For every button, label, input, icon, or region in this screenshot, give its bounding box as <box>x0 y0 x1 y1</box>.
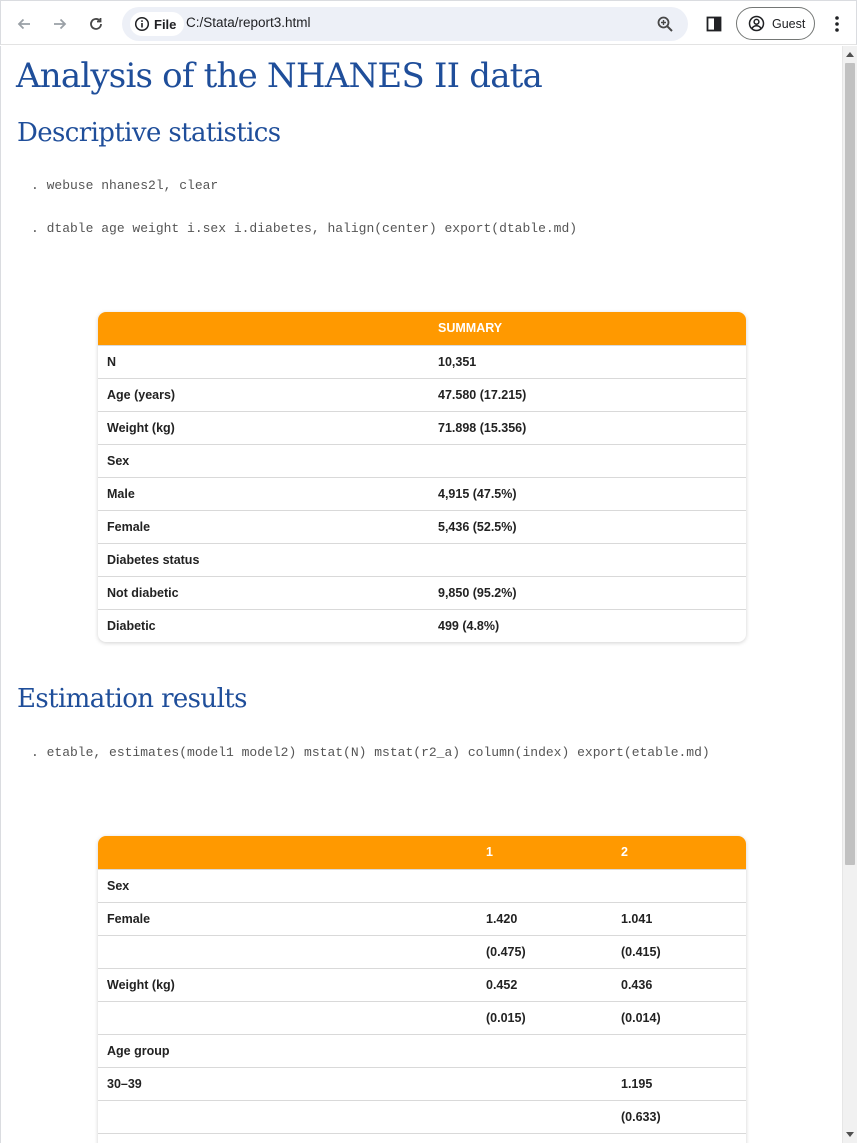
browser-menu-button[interactable] <box>825 11 849 37</box>
row-label: Age group <box>107 1044 170 1058</box>
row-value: 47.580 (17.215) <box>438 388 527 402</box>
row-label: Female <box>107 912 151 926</box>
row-label: Male <box>107 487 135 501</box>
address-bar[interactable] <box>122 7 688 41</box>
row-label: Diabetes status <box>107 553 200 567</box>
model2-cell: (0.415) <box>621 945 661 959</box>
scrollbar-thumb[interactable] <box>845 63 855 865</box>
profile-label: Guest <box>772 16 806 31</box>
table-row <box>98 543 746 576</box>
table-row <box>98 1067 746 1100</box>
row-label: N <box>107 355 117 369</box>
estimation-col1-header: 1 <box>486 845 493 859</box>
model2-cell: (0.633) <box>621 1110 661 1124</box>
estimation-table <box>98 836 746 1143</box>
row-label: Not diabetic <box>107 586 179 600</box>
summary-table <box>98 312 746 642</box>
table-row <box>98 902 746 935</box>
command-webuse: . webuse nhanes2l, clear <box>31 178 219 193</box>
model1-cell: (0.475) <box>486 945 526 959</box>
model1-cell: 1.420 <box>486 912 518 926</box>
side-panel-icon <box>706 16 722 32</box>
page-viewport <box>0 46 842 1143</box>
forward-arrow-icon <box>51 15 69 33</box>
model1-cell: (0.015) <box>486 1011 526 1025</box>
table-row <box>98 411 746 444</box>
row-label: Sex <box>107 454 130 468</box>
scroll-up-arrow-icon[interactable] <box>846 52 854 57</box>
summary-table-header <box>98 312 746 345</box>
command-etable: . etable, estimates(model1 model2) mstat(N) mstat(r2_a) column(index) export(etable.md) <box>31 745 710 760</box>
table-row <box>98 345 746 378</box>
browser-toolbar <box>0 0 857 45</box>
row-label: Diabetic <box>107 619 156 633</box>
table-row <box>98 1133 746 1143</box>
back-button[interactable] <box>11 11 37 37</box>
table-row <box>98 1034 746 1067</box>
page-title: Analysis of the NHANES II data <box>16 56 542 96</box>
table-row <box>98 869 746 902</box>
row-value: 10,351 <box>438 355 477 369</box>
table-row <box>98 477 746 510</box>
table-row <box>98 378 746 411</box>
summary-header-label: SUMMARY <box>438 321 503 335</box>
table-row <box>98 609 746 642</box>
table-row <box>98 935 746 968</box>
row-value: 499 (4.8%) <box>438 619 500 633</box>
row-value: 4,915 (47.5%) <box>438 487 517 501</box>
table-row <box>98 1001 746 1034</box>
table-row <box>98 576 746 609</box>
row-label: Weight (kg) <box>107 421 175 435</box>
table-row <box>98 510 746 543</box>
row-label: Female <box>107 520 151 534</box>
table-row <box>98 1100 746 1133</box>
reload-button[interactable] <box>83 11 109 37</box>
forward-button[interactable] <box>47 11 73 37</box>
row-value: 9,850 (95.2%) <box>438 586 517 600</box>
more-vert-icon <box>834 15 840 33</box>
estimation-table-header <box>98 836 746 869</box>
model1-cell: 0.452 <box>486 978 518 992</box>
command-dtable: . dtable age weight i.sex i.diabetes, halign(center) export(dtable.md) <box>31 221 578 236</box>
row-label: Weight (kg) <box>107 978 175 992</box>
model2-cell: 0.436 <box>621 978 653 992</box>
estimation-col2-header: 2 <box>621 845 628 859</box>
profile-button[interactable] <box>736 7 815 40</box>
url-text[interactable]: C:/Stata/report3.html <box>186 15 311 30</box>
model2-cell: 1.195 <box>621 1077 653 1091</box>
file-label: File <box>154 16 177 32</box>
row-label: Age (years) <box>107 388 176 402</box>
vertical-scrollbar[interactable] <box>842 46 857 1143</box>
back-arrow-icon <box>15 15 33 33</box>
info-icon <box>134 16 150 32</box>
row-value: 5,436 (52.5%) <box>438 520 517 534</box>
section-heading-descriptive: Descriptive statistics <box>17 118 281 148</box>
model2-cell: (0.014) <box>621 1011 661 1025</box>
side-panel-button[interactable] <box>701 11 727 37</box>
scroll-down-arrow-icon[interactable] <box>846 1132 854 1137</box>
table-row <box>98 444 746 477</box>
reload-icon <box>87 15 105 33</box>
site-info-chip[interactable] <box>130 12 184 36</box>
section-heading-estimation: Estimation results <box>17 684 247 714</box>
account-icon <box>748 15 765 32</box>
zoom-icon[interactable] <box>656 15 674 38</box>
row-label: Sex <box>107 879 130 893</box>
model2-cell: 1.041 <box>621 912 653 926</box>
row-label: 30–39 <box>107 1077 142 1091</box>
table-row <box>98 968 746 1001</box>
row-value: 71.898 (15.356) <box>438 421 527 435</box>
